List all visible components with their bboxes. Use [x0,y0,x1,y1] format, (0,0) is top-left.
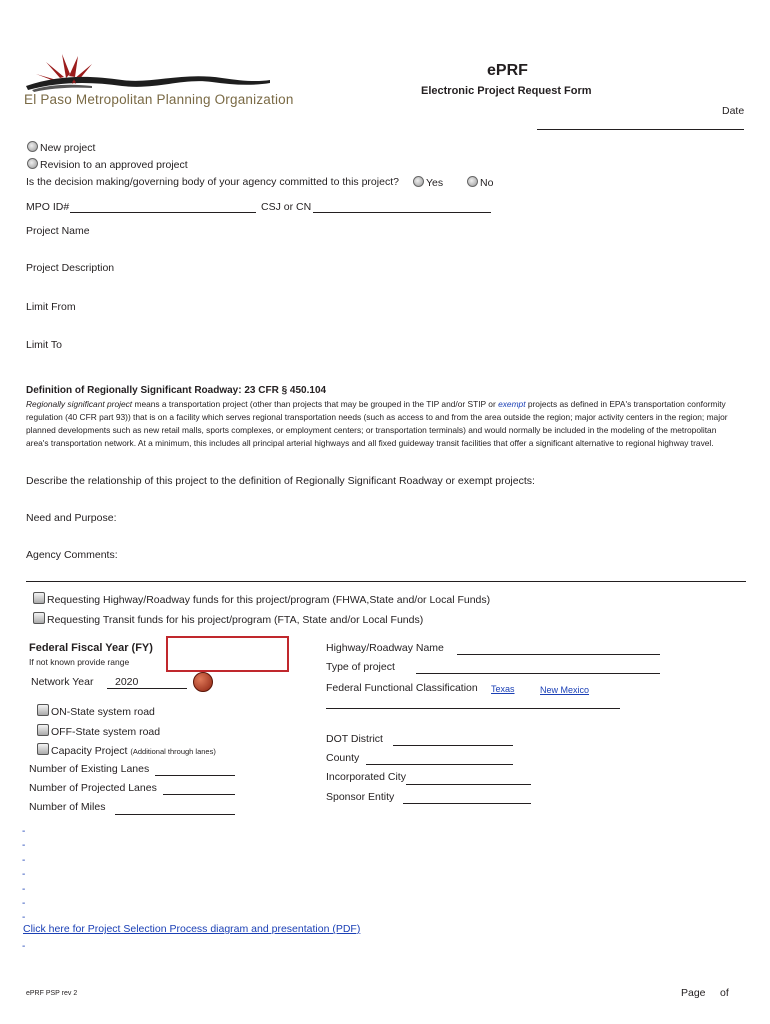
network-year-value[interactable]: 2020 [115,676,139,688]
date-label: Date [722,105,745,117]
fy-input[interactable] [166,636,289,672]
off-state-label: OFF-State system road [51,726,161,738]
list-marker: - [22,855,26,866]
network-year-label: Network Year [31,676,94,688]
new-project-radio[interactable] [27,141,38,152]
sponsor-field[interactable] [403,803,531,804]
projected-lanes-label: Number of Projected Lanes [29,782,157,794]
list-marker: - [22,869,26,880]
roadway-name-label: Highway/Roadway Name [326,642,444,654]
project-name-label: Project Name [26,225,90,237]
ffc-label: Federal Functional Classification [326,682,478,694]
project-description-label: Project Description [26,262,115,274]
off-state-option[interactable] [37,724,160,738]
no-label: No [480,177,494,189]
yes-radio[interactable] [413,176,424,187]
logo-graphic [22,48,272,96]
projected-lanes-field[interactable] [163,794,235,795]
mpo-id-label: MPO ID# [26,201,70,213]
miles-field[interactable] [115,814,235,815]
capacity-option[interactable] [37,743,216,757]
revision-option[interactable] [27,158,188,171]
limit-to-label: Limit To [26,339,62,351]
dot-district-label: DOT District [326,733,383,745]
agency-comments-label: Agency Comments: [26,549,118,561]
list-marker: - [22,941,26,952]
existing-lanes-field[interactable] [155,775,235,776]
county-label: County [326,752,360,764]
limit-from-label: Limit From [26,301,76,313]
capacity-checkbox[interactable] [37,743,49,755]
sponsor-label: Sponsor Entity [326,791,395,803]
on-state-label: ON-State system road [51,706,155,718]
project-selection-link[interactable]: Click here for Project Selection Process diagram and presentation (PDF) [23,923,361,935]
help-icon[interactable] [193,672,213,692]
date-field[interactable] [537,129,744,130]
footer-of: of [720,987,729,999]
highway-funds-label: Requesting Highway/Roadway funds for this project/program (FHWA,State and/or Local Funds) [47,594,491,606]
no-radio[interactable] [467,176,478,187]
on-state-option[interactable] [37,704,155,718]
no-option[interactable] [467,176,493,189]
network-year-field[interactable] [107,688,187,689]
new-project-option[interactable] [27,141,95,154]
definition-term: Regionally significant project [26,399,133,409]
transit-funds-label: Requesting Transit funds for his project/program (FTA, State and/or Local Funds) [47,614,424,626]
form-subtitle: Electronic Project Request Form [421,85,592,97]
transit-funds-checkbox[interactable] [33,612,45,624]
section-divider [26,581,746,582]
csj-field[interactable] [313,212,491,213]
commitment-question: Is the decision making/governing body of your agency committed to this project? [26,176,399,188]
form-title: ePRF [487,62,528,79]
fy-label: Federal Fiscal Year (FY) [29,642,153,654]
revision-radio[interactable] [27,158,38,169]
miles-label: Number of Miles [29,801,106,813]
footer-rev: ePRF PSP rev 2 [26,990,78,997]
definition-heading: Definition of Regionally Significant Roadway: 23 CFR § 450.104 [26,385,327,396]
revision-label: Revision to an approved project [40,159,188,171]
highway-funds-option[interactable] [33,592,490,606]
new-mexico-link[interactable]: New Mexico [540,685,590,695]
footer-page: Page [681,987,706,999]
project-type-label: Type of project [326,661,395,673]
list-marker: - [22,884,26,895]
off-state-checkbox[interactable] [37,724,49,736]
list-marker: - [22,826,26,837]
list-marker: - [22,912,26,923]
transit-funds-option[interactable] [33,612,423,626]
mpo-id-field[interactable] [70,212,256,213]
city-field[interactable] [406,784,531,785]
org-name: El Paso Metropolitan Planning Organization [24,92,294,107]
highway-funds-checkbox[interactable] [33,592,45,604]
ffc-field[interactable] [326,708,620,709]
texas-link[interactable]: Texas [491,684,515,694]
csj-label: CSJ or CN [261,201,312,213]
need-purpose-label: Need and Purpose: [26,512,117,524]
city-label: Incorporated City [326,771,406,783]
county-field[interactable] [366,764,513,765]
capacity-note: (Additional through lanes) [130,747,216,756]
capacity-label: Capacity Project [51,745,128,757]
roadway-name-field[interactable] [457,654,660,655]
yes-label: Yes [426,177,444,189]
new-project-label: New project [40,142,96,154]
relationship-label: Describe the relationship of this project to the definition of Regionally Significant Roadway or exempt projects: [26,475,535,487]
definition-text-a: means a transportation project (other than projects that may be grouped in the TIP and/or STIP or [132,399,499,409]
definition-text [26,398,741,450]
exempt-link[interactable]: exempt [498,399,526,409]
definition-text-b: projects as defined in EPA's transportation conformity regulation (40 CFR part 93)) that is on a facility which serves regional transportation needs (such as access to and from the area outside the region; major activity centers in the region; major planned developments such as new retail malls, sports complexes, or employment centers; or transportation terminals) and would normally be included in the modeling of the metropolitan area's transportation network. At a minimum, this includes all principal arterial highways and all fixed guideway transit facilities that offer a significant alternative to regional highway travel. [26,399,728,448]
yes-option[interactable] [413,176,443,189]
list-marker: - [22,898,26,909]
list-marker: - [22,840,26,851]
existing-lanes-label: Number of Existing Lanes [29,763,150,775]
fy-hint: If not known provide range [29,657,130,667]
project-type-field[interactable] [416,673,660,674]
mpo-logo [22,48,294,112]
on-state-checkbox[interactable] [37,704,49,716]
dot-district-field[interactable] [393,745,513,746]
